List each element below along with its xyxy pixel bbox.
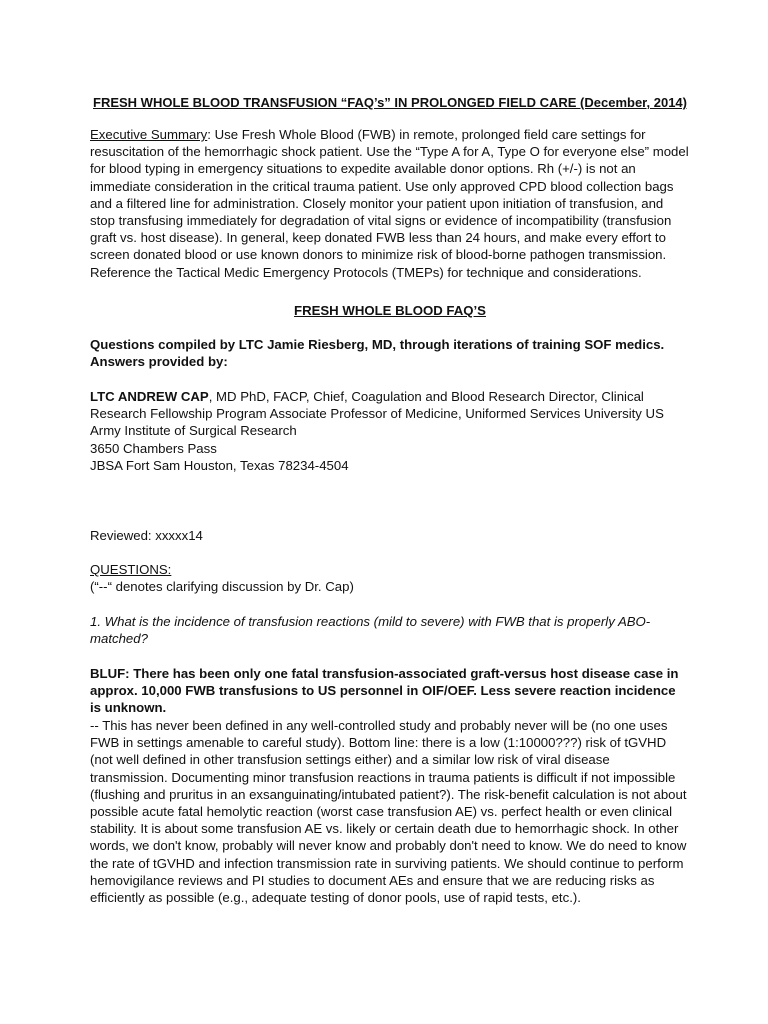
executive-summary-label: Executive Summary [90, 127, 208, 142]
answer-1: -- This has never been defined in any well-controlled study and probably never will be (no one uses FWB in settings amenable to careful study). Bottom line: there is a low (1:10000???) risk of tGVHD (not well defined in other transfusion settings either) and a similar low risk of viral disease transmission. Documenting minor transfusion reactions in trauma patients is difficult if not impossible (flushing and pruritus in an exsanguinating/intubated patient?). The risk-benefit calculation is not about possible acute fatal hemolytic reaction (worst case transfusion AE) vs. perfect health or even clinical stability. It is about some transfusion AE vs. likely or certain death due to hemorrhagic shock. In other words, we don't know, probably will never know and probably don't need to know. We do need to know the rate of tGVHD and infection transmission rate in surviving patients. We should continue to perform hemovigilance reviews and PI studies to document AEs and ensure that we are reducing risks as efficiently as possible (e.g., adequate testing of donor pools, use of rapid tests, etc.). [90, 718, 687, 906]
compiled-by: Questions compiled by LTC Jamie Riesberg, MD, through iterations of training SOF medics. Answers provided by: [90, 337, 665, 370]
executive-summary-text: : Use Fresh Whole Blood (FWB) in remote, prolonged field care settings for resuscitation of the hemorrhagic shock patient. Use the “Type A for A, Type O for everyone else” model for blood typing in emergency situations to expedite available donor options. Rh (+/-) is not an immediate consideration in the critical trauma patient. Use only approved CPD blood collection bags and a filtered line for administration. Closely monitor your patient upon initiation of transfusion, and stop transfusing immediately for degradation of vital signs or evidence of incompatibility (transfusion graft vs. host disease). In general, keep donated FWB less than 24 hours, and make every effort to screen donated blood or use known donors to minimize risk of blood-borne pathogen transmission. Reference the Tactical Medic Emergency Protocols (TMEPs) for technique and considerations. [90, 127, 689, 280]
contact-credentials: , MD PhD, FACP, Chief, Coagulation and Blood Research Director, Clinical Research Fellowship Program Associate Professor of Medicine, Uniformed Services University US Army Institute of Surgical Research [90, 389, 664, 439]
questions-heading: QUESTIONS: [90, 562, 172, 577]
question-1: 1. What is the incidence of transfusion reactions (mild to severe) with FWB that is properly ABO-matched? [90, 614, 651, 647]
contact-name: LTC ANDREW CAP [90, 389, 209, 404]
bluf-1: BLUF: There has been only one fatal transfusion-associated graft-versus host disease case in approx. 10,000 FWB transfusions to US personnel in OIF/OEF. Less severe reaction incidence is unknown. [90, 666, 679, 716]
document-title: FRESH WHOLE BLOOD TRANSFUSION “FAQ’s” IN PROLONGED FIELD CARE (December, 2014) [93, 95, 687, 110]
questions-note: (“--“ denotes clarifying discussion by Dr. Cap) [90, 579, 354, 595]
contact-city: JBSA Fort Sam Houston, Texas 78234-4504 [90, 457, 349, 473]
executive-summary [90, 126, 690, 281]
questions-block [90, 561, 690, 595]
contact-block [90, 388, 690, 474]
reviewed-line: Reviewed: xxxxx14 [90, 528, 203, 543]
section-heading: FRESH WHOLE BLOOD FAQ’S [294, 303, 486, 318]
contact-street: 3650 Chambers Pass [90, 440, 217, 456]
